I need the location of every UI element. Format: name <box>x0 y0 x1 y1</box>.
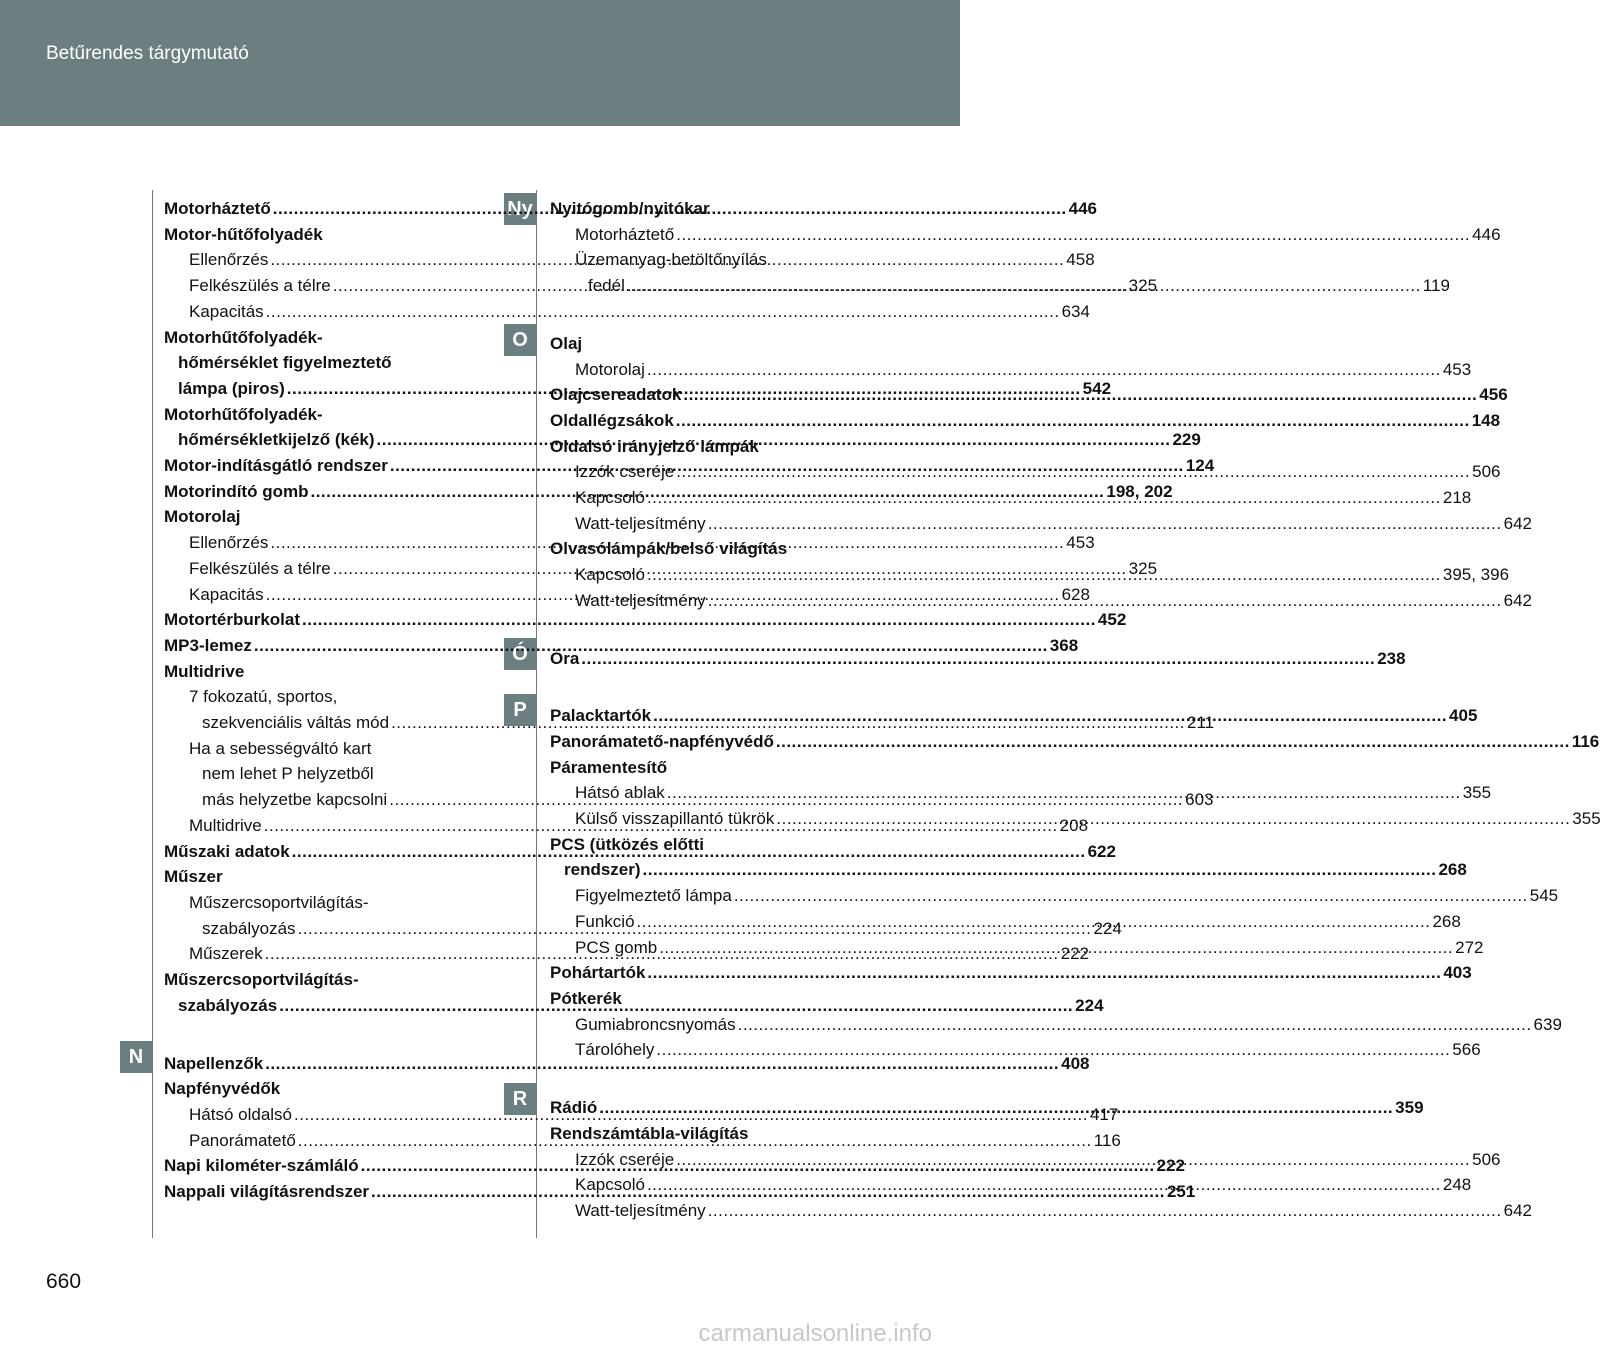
index-heading: Motor-hűtőfolyadék <box>164 224 323 244</box>
index-subentry: Funkció ..... 268 <box>550 909 854 935</box>
index-entry: Motorindító gomb ..... 198, 202 <box>164 479 468 505</box>
letter-tab-n: N <box>120 1041 152 1073</box>
index-subentry: Felkészülés a télre ..... 325 <box>164 273 468 299</box>
index-subentry: Multidrive ..... 208 <box>164 813 468 839</box>
index-heading: Motorhűtőfolyadék- <box>164 404 323 424</box>
index-heading: Páramentesítő <box>550 757 668 777</box>
index-subentry: Hátsó oldalsó ..... 417 <box>164 1102 468 1128</box>
index-subentry: Watt-teljesítmény ..... 642 <box>550 511 854 537</box>
index-subentry: szabályozás ..... 224 <box>164 916 468 942</box>
index-entry: Napellenzők ..... 408 <box>164 1051 468 1077</box>
index-heading: Multidrive <box>164 661 245 681</box>
index-subentry: Watt-teljesítmény ..... 642 <box>550 1198 854 1224</box>
index-subentry: Külső visszapillantó tükrök ..... 355 <box>550 806 854 832</box>
index-entry: Motortérburkolat ..... 452 <box>164 607 468 633</box>
index-entry: Műszaki adatok ..... 622 <box>164 839 468 865</box>
index-heading: Műszercsoportvilágítás- <box>164 970 359 990</box>
index-heading: Olvasólámpák/belső világítás <box>550 539 788 559</box>
index-subentry: Hátsó ablak ..... 355 <box>550 780 854 806</box>
page-header <box>0 0 960 126</box>
letter-tab-r: R <box>504 1083 536 1115</box>
index-entry: hőmérsékletkijelző (kék) ..... 229 <box>164 427 468 453</box>
index-subentry: Motorháztető ..... 446 <box>550 222 854 248</box>
index-heading-cont: hőmérséklet figyelmeztető <box>178 353 392 373</box>
index-heading: Pótkerék <box>550 988 622 1008</box>
watermark: carmanualsonline.info <box>698 1320 932 1347</box>
index-heading: Műszer <box>164 867 223 887</box>
index-heading: Napfényvédők <box>164 1079 281 1099</box>
index-subentry: Kapcsoló ..... 395, 396 <box>550 562 854 588</box>
index-subentry: Ellenőrzés ..... 453 <box>164 530 468 556</box>
index-heading: PCS (ütközés előtti <box>550 834 704 854</box>
index-subentry: fedél ..... 119 <box>550 273 854 299</box>
letter-tab-ny: Ny <box>504 193 536 225</box>
index-entry: Motorháztető ..... 446 <box>164 196 468 222</box>
index-heading: Oldalsó irányjelző lámpák <box>550 436 759 456</box>
index-subheading-cont: nem lehet P helyzetből <box>202 764 374 784</box>
index-entry: szabályozás ..... 224 <box>164 993 468 1019</box>
page-number: 660 <box>46 1270 82 1293</box>
index-subentry: Izzók cseréje ..... 506 <box>550 1147 854 1173</box>
index-subentry: Kapacitás ..... 634 <box>164 299 468 325</box>
index-subentry: Kapacitás ..... 628 <box>164 582 468 608</box>
letter-tab-o: O <box>504 324 536 356</box>
index-entry: Nappali világításrendszer ..... 251 <box>164 1179 468 1205</box>
index-subentry: Figyelmeztető lámpa ..... 545 <box>550 883 854 909</box>
index-entry: MP3-lemez ..... 368 <box>164 633 468 659</box>
index-subentry: szekvenciális váltás mód ..... 211 <box>164 710 468 736</box>
header-title: Betűrendes tárgymutató <box>46 43 249 64</box>
index-subentry: Tárolóhely ..... 566 <box>550 1037 854 1063</box>
index-entry: Óra ..... 238 <box>550 646 854 672</box>
index-subentry: Kapcsoló ..... 248 <box>550 1172 854 1198</box>
index-subheading: Üzemanyag-betöltőnyílás <box>575 250 767 270</box>
index-entry: Olajcsereadatok ..... 456 <box>550 382 854 408</box>
index-subentry: Kapcsoló ..... 218 <box>550 485 854 511</box>
index-entry: Panorámatető-napfényvédő ..... 116 <box>550 729 854 755</box>
index-heading: Nyitógomb/nyitókar <box>550 199 710 218</box>
index-entry: Palacktartók ..... 405 <box>550 703 854 729</box>
letter-tab-p: P <box>504 694 536 726</box>
index-entry: Pohártartók ..... 403 <box>550 960 854 986</box>
index-entry: Motor-indításgátló rendszer ..... 124 <box>164 453 468 479</box>
letter-tab-o-acute: Ó <box>504 638 536 670</box>
index-heading: Olaj <box>550 333 583 353</box>
index-subentry: PCS gomb ..... 272 <box>550 935 854 961</box>
left-column-rule <box>152 190 153 1238</box>
index-subentry: Izzók cseréje ..... 506 <box>550 459 854 485</box>
index-subentry: Watt-teljesítmény ..... 642 <box>550 588 854 614</box>
index-entry: Rádió ..... 359 <box>550 1095 854 1121</box>
index-subheading: Ha a sebességváltó kart <box>189 738 372 758</box>
index-heading: Motorolaj <box>164 507 241 527</box>
index-subentry: Motorolaj ..... 453 <box>550 357 854 383</box>
index-entry: Oldallégzsákok ..... 148 <box>550 408 854 434</box>
index-subentry: Felkészülés a télre ..... 325 <box>164 556 468 582</box>
index-entry: rendszer) ..... 268 <box>550 857 854 883</box>
index-entry: Napi kilométer-számláló ..... 222 <box>164 1153 468 1179</box>
index-subentry: Ellenőrzés ..... 458 <box>164 247 468 273</box>
index-heading: Motorhűtőfolyadék- <box>164 327 323 347</box>
index-subheading: Műszercsoportvilágítás- <box>189 892 369 912</box>
index-heading: Rendszámtábla-világítás <box>550 1123 749 1143</box>
index-entry: lámpa (piros) ..... 542 <box>164 376 468 402</box>
index-subheading: 7 fokozatú, sportos, <box>189 687 338 707</box>
index-subentry: Gumiabroncsnyomás ..... 639 <box>550 1012 854 1038</box>
index-subentry: más helyzetbe kapcsolni ..... 603 <box>164 787 468 813</box>
index-subentry: Műszerek ..... 222 <box>164 941 468 967</box>
index-subentry: Panorámatető ..... 116 <box>164 1128 468 1154</box>
